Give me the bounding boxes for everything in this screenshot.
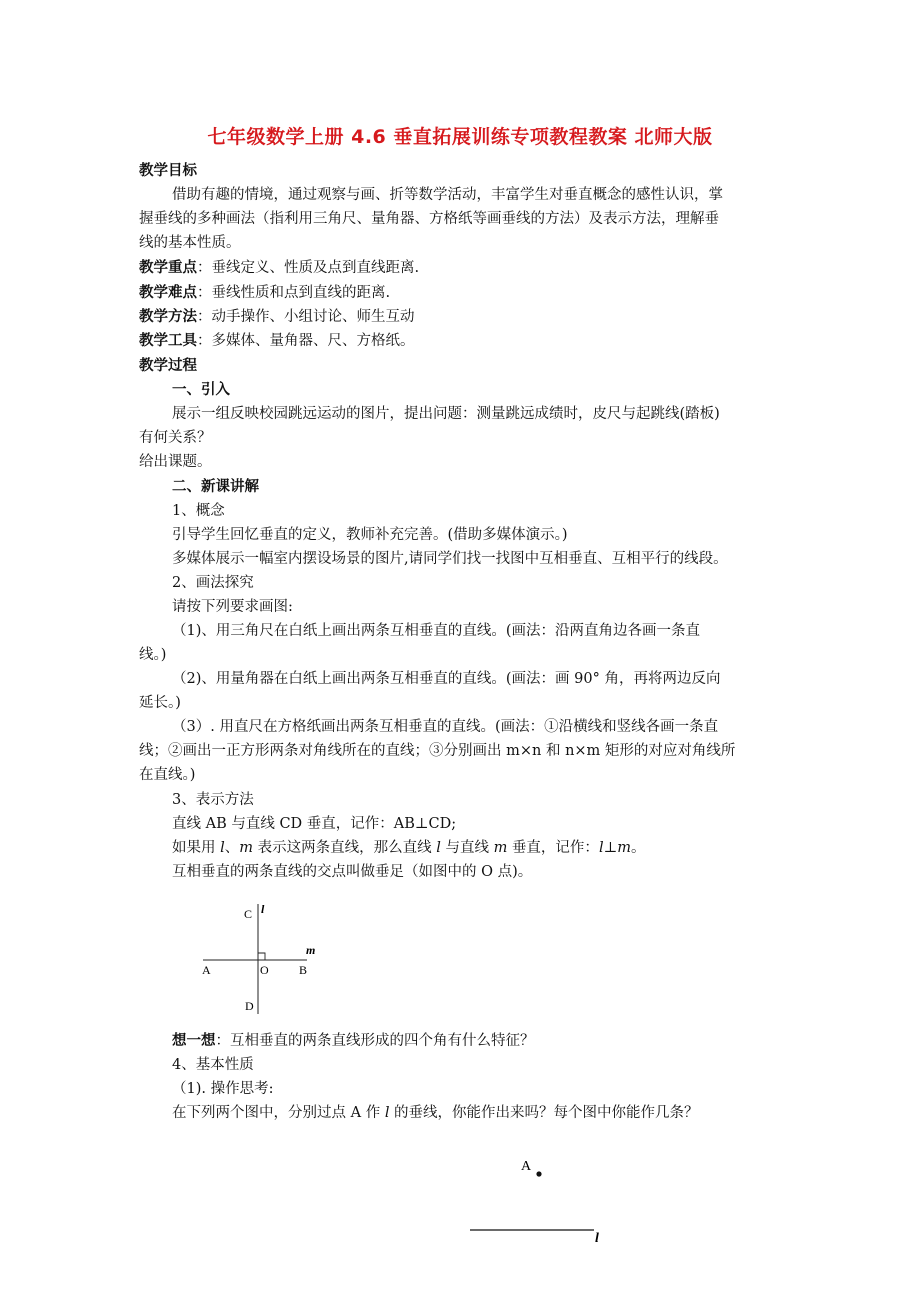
objectives-heading: 教学目标 <box>139 163 197 179</box>
difficulties-text: ：垂线性质和点到直线的距离. <box>197 285 391 301</box>
drawing-step-3a: （3）. 用直尺在方格纸画出两条互相垂直的直线。(画法：①沿横线和竖线各画一条直 <box>172 719 719 735</box>
drawing-step-1a: （1)、用三角尺在白纸上画出两条互相垂直的直线。(画法：沿两直角边各画一条直 <box>172 623 701 639</box>
concept-line-1: 引导学生回忆垂直的定义，教师补充完善。(借助多媒体演示。) <box>172 527 568 543</box>
methods <box>139 306 415 328</box>
drawing-step-3c: 在直线。) <box>139 767 196 783</box>
drawing-step-3b: 线；②画出一正方形两条对角线所在的直线；③分别画出 m×n 和 n×m 矩形的对应对角线所 <box>139 743 736 759</box>
label-o: O <box>260 963 269 977</box>
think-line <box>172 1030 535 1052</box>
label-b: B <box>299 963 308 977</box>
objectives-line-3: 线的基本性质。 <box>139 235 241 251</box>
label-a: A <box>202 963 211 977</box>
symbol-l: l <box>436 840 441 856</box>
point-line-figure <box>460 1150 610 1250</box>
label-line-l: l <box>595 1231 599 1246</box>
notation-text-b: 、 <box>224 840 240 856</box>
intro-line-2: 有何关系？ <box>139 430 212 446</box>
symbol-l: l <box>598 840 604 856</box>
key-points-text: ：垂线定义、性质及点到直线距离. <box>197 260 420 276</box>
tools-text: ：多媒体、量角器、尺、方格纸。 <box>197 333 415 349</box>
property-line-1: （1). 操作思考: <box>172 1081 274 1097</box>
think-label: 想一想 <box>172 1033 216 1049</box>
label-l: l <box>261 902 265 916</box>
process-heading: 教学过程 <box>139 358 197 374</box>
symbol-l: l <box>220 840 225 856</box>
notation-text-c: 表示这两条直线，那么直线 <box>253 840 437 856</box>
intro-line-3: 给出课题。 <box>139 454 212 470</box>
tools-label: 教学工具 <box>139 333 197 349</box>
notation-text-e: 垂直，记作： <box>507 840 599 856</box>
notation-line-1: 直线 AB 与直线 CD 垂直，记作：AB⊥CD; <box>172 816 457 832</box>
symbol-m: m <box>239 840 253 856</box>
drawing-intro: 请按下列要求画图: <box>172 599 293 615</box>
drawing-heading: 2、画法探究 <box>172 575 254 591</box>
methods-text: ：动手操作、小组讨论、师生互动 <box>197 309 415 325</box>
concept-line-2: 多媒体展示一幅室内摆设场景的图片,请同学们找一找图中互相垂直、互相平行的线段。 <box>172 551 728 567</box>
point-a-dot <box>536 1171 541 1176</box>
objectives-line-1: 借助有趣的情境，通过观察与画、折等数学活动，丰富学生对垂直概念的感性认识，掌 <box>172 187 723 203</box>
property-line-2 <box>172 1102 699 1124</box>
difficulties <box>139 282 390 304</box>
objectives-line-2: 握垂线的多种画法（指利用三角尺、量角器、方格纸等画垂线的方法）及表示方法，理解垂 <box>139 211 719 227</box>
perp-symbol: ⊥ <box>603 840 618 856</box>
page-title: 七年级数学上册 4.6 垂直拓展训练专项教程教案 北师大版 <box>207 126 713 148</box>
think-text: ：互相垂直的两条直线形成的四个角有什么特征？ <box>215 1033 535 1049</box>
key-points-label: 教学重点 <box>139 260 197 276</box>
symbol-m: m <box>617 840 631 856</box>
tools <box>139 330 415 352</box>
drawing-step-1b: 线。) <box>139 647 167 663</box>
notation-line-2 <box>172 837 645 859</box>
notation-text-g: 。 <box>630 840 646 856</box>
notation-text-a: 如果用 <box>172 840 221 856</box>
symbol-l: l <box>384 1105 390 1121</box>
label-point-a: A <box>521 1159 532 1174</box>
intro-heading: 一、引入 <box>172 382 230 398</box>
label-c: C <box>244 907 253 921</box>
drawing-step-2a: （2)、用量角器在白纸上画出两条互相垂直的直线。(画法：画 90° 角，再将两边反向 <box>172 671 721 687</box>
methods-label: 教学方法 <box>139 309 197 325</box>
symbol-m: m <box>493 840 508 856</box>
key-points <box>139 257 419 279</box>
label-m: m <box>306 943 316 957</box>
property-text-b: 的垂线，你能作出来吗？每个图中你能作几条？ <box>389 1105 699 1121</box>
perpendicular-lines-figure <box>195 898 330 1018</box>
notation-line-3: 互相垂直的两条直线的交点叫做垂足（如图中的 O 点)。 <box>172 864 533 880</box>
notation-heading: 3、表示方法 <box>172 792 254 808</box>
intro-line-1: 展示一组反映校园跳远运动的图片，提出问题：测量跳远成绩时，皮尺与起跳线(踏板) <box>172 406 720 422</box>
notation-text-d: 与直线 <box>440 840 494 856</box>
label-d: D <box>245 999 254 1013</box>
new-lesson-heading: 二、新课讲解 <box>172 479 259 495</box>
right-angle-mark <box>258 953 265 960</box>
property-text-a: 在下列两个图中，分别过点 A 作 <box>172 1105 385 1121</box>
drawing-step-2b: 延长。) <box>139 695 181 711</box>
property-heading: 4、基本性质 <box>172 1057 254 1073</box>
concept-heading: 1、概念 <box>172 503 225 519</box>
difficulties-label: 教学难点 <box>139 285 197 301</box>
